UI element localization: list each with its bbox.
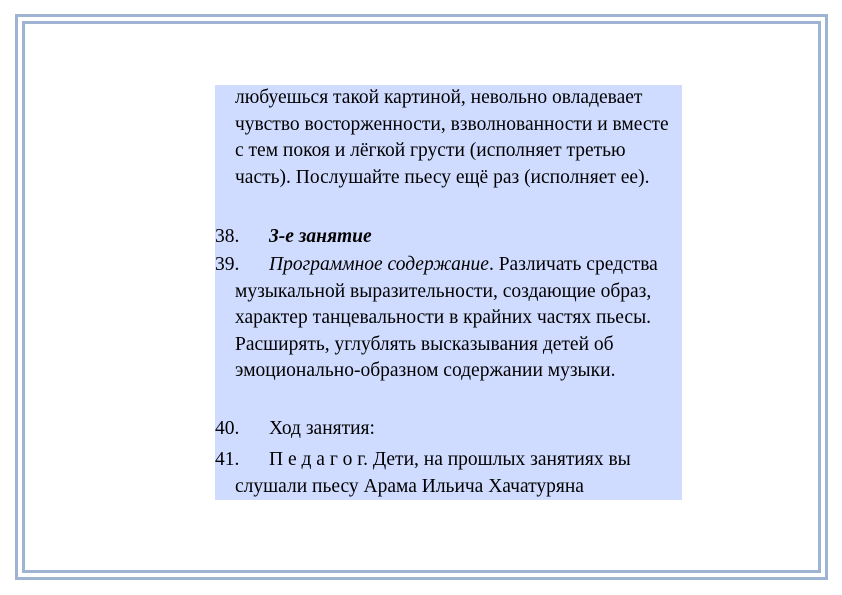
item-number: 41.: [215, 449, 240, 470]
program-content-text: . Различать средства музыкальной выразительности, создающие образ, характер танцевальности в крайних частях пьесы. Расширять, углублять высказывания детей об эмоционально-образном содержании музыки.: [235, 254, 658, 381]
item-number: 38.: [215, 226, 240, 247]
text-block: [215, 85, 682, 500]
intro-paragraph: любуешься такой картиной, невольно овладевает чувство восторженности, взволнованности и вместе с тем покоя и лёгкой грусти (исполняет третью часть). Послушайте пьесу ещё раз (исполняет ее).: [235, 87, 669, 188]
item-number: 40.: [215, 418, 240, 439]
lesson-heading: 3-е занятие: [269, 226, 372, 247]
item-number: 39.: [215, 254, 240, 275]
teacher-text: П е д а г о г. Дети, на прошлых занятиях вы слушали пьесу Арама Ильича Хачатуряна: [235, 449, 631, 497]
program-content-label: Программное содержание: [269, 254, 489, 275]
lesson-course-label: Ход занятия:: [269, 418, 375, 439]
